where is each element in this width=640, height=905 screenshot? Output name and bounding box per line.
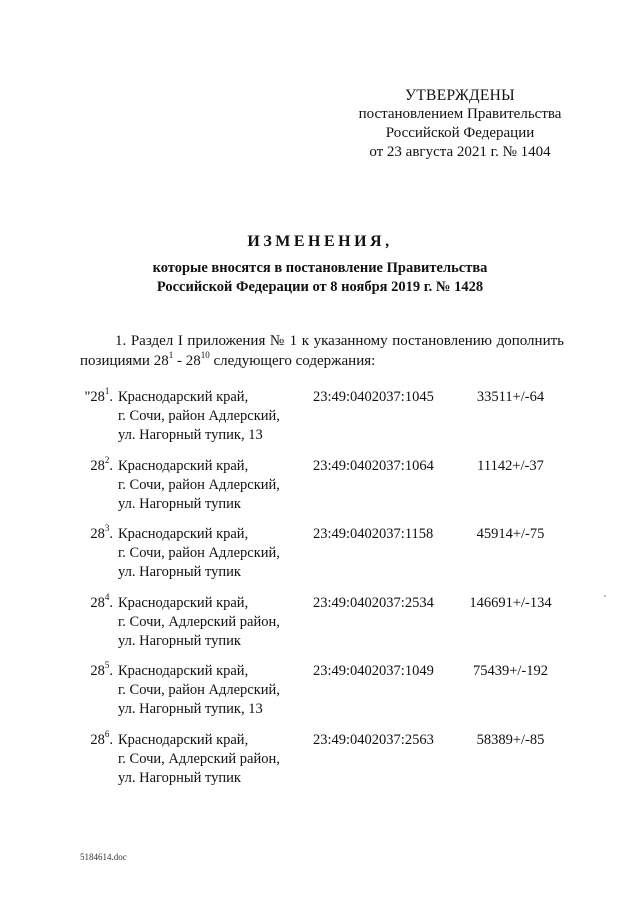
entry-cadastral-number: 23:49:0402037:1064 bbox=[313, 458, 434, 474]
entry-address-line: г. Сочи, район Адлерский, bbox=[118, 477, 280, 493]
entry-area: 58389+/-85 bbox=[476, 732, 545, 748]
approval-line-3: от 23 августа 2021 г. № 1404 bbox=[369, 144, 551, 160]
entry-address-line: Краснодарский край, bbox=[118, 595, 249, 611]
entry-address-line: Краснодарский край, bbox=[118, 663, 249, 679]
scan-speck bbox=[604, 595, 606, 597]
approval-title: УТВЕРЖДЕНЫ bbox=[405, 87, 515, 104]
entry-number-sup: 3 bbox=[104, 523, 110, 534]
entry-address bbox=[118, 662, 308, 719]
entry-number-sup: 6 bbox=[104, 729, 110, 740]
entry-number-sup: 2 bbox=[104, 455, 110, 466]
entry-area: 45914+/-75 bbox=[476, 526, 545, 542]
entry-address-line: ул. Нагорный тупик bbox=[118, 564, 241, 580]
entry-address bbox=[118, 525, 308, 582]
list-item bbox=[0, 731, 640, 791]
entry-address-line: Краснодарский край, bbox=[118, 732, 249, 748]
list-item bbox=[0, 662, 640, 722]
entry-address-line: ул. Нагорный тупик bbox=[118, 496, 241, 512]
entry-address-line: г. Сочи, Адлерский район, bbox=[118, 614, 280, 630]
entry-number-prefix: "28 bbox=[84, 389, 105, 405]
entry-number-prefix: 28 bbox=[90, 458, 105, 474]
document-subtitle-line-2: Российской Федерации от 8 ноября 2019 г. № 1428 bbox=[156, 279, 484, 295]
entry-number-prefix: 28 bbox=[90, 526, 105, 542]
approval-line-1: постановлением Правительства bbox=[358, 106, 562, 122]
intro-line-2 bbox=[80, 351, 564, 371]
entry-number-prefix: 28 bbox=[90, 663, 105, 679]
entry-address-line: Краснодарский край, bbox=[118, 389, 249, 405]
intro-sup-1: 1 bbox=[168, 350, 174, 360]
entry-address-line: ул. Нагорный тупик, 13 bbox=[118, 701, 263, 717]
entry-address-line: ул. Нагорный тупик, 13 bbox=[118, 427, 263, 443]
intro-line-2-mid: - 28 bbox=[173, 353, 201, 369]
entry-number bbox=[90, 662, 113, 681]
entry-area: 75439+/-192 bbox=[472, 663, 549, 679]
entry-number-prefix: 28 bbox=[90, 732, 105, 748]
entry-cadastral-number: 23:49:0402037:1158 bbox=[313, 526, 434, 542]
entry-number-suffix: . bbox=[109, 389, 113, 405]
entry-number bbox=[84, 388, 113, 407]
entry-address bbox=[118, 388, 308, 445]
entry-number-suffix: . bbox=[109, 526, 113, 542]
entry-area: 146691+/-134 bbox=[469, 595, 552, 611]
entry-address-line: Краснодарский край, bbox=[118, 458, 249, 474]
entry-number bbox=[90, 594, 113, 613]
list-item bbox=[0, 457, 640, 517]
intro-line-2-suffix: следующего содержания: bbox=[209, 353, 376, 369]
entry-cadastral-number: 23:49:0402037:2563 bbox=[313, 732, 434, 748]
entry-number bbox=[90, 731, 113, 750]
entry-cadastral-number: 23:49:0402037:1045 bbox=[313, 389, 434, 405]
document-title: ИЗМЕНЕНИЯ, bbox=[247, 233, 393, 250]
entry-number-suffix: . bbox=[109, 458, 113, 474]
entry-number-suffix: . bbox=[109, 595, 113, 611]
entry-number-suffix: . bbox=[109, 663, 113, 679]
entry-address bbox=[118, 731, 308, 788]
intro-sup-2: 10 bbox=[200, 350, 210, 360]
entry-address-line: г. Сочи, район Адлерский, bbox=[118, 682, 280, 698]
entry-area: 33511+/-64 bbox=[476, 389, 545, 405]
entry-number-sup: 1 bbox=[104, 386, 110, 397]
list-item bbox=[0, 388, 640, 448]
approval-stamp bbox=[340, 86, 580, 162]
list-item bbox=[0, 525, 640, 585]
entry-address-line: г. Сочи, район Адлерский, bbox=[118, 545, 280, 561]
list-item bbox=[0, 594, 640, 654]
entry-number-sup: 4 bbox=[104, 592, 110, 603]
entry-address-line: ул. Нагорный тупик bbox=[118, 770, 241, 786]
entry-address bbox=[118, 594, 308, 651]
intro-line-2-prefix: позициями 28 bbox=[80, 353, 169, 369]
entry-address-line: Краснодарский край, bbox=[118, 526, 249, 542]
approval-line-2: Российской Федерации bbox=[385, 125, 535, 141]
entry-number bbox=[90, 525, 113, 544]
footer-document-id: 5184614.doc bbox=[80, 852, 127, 862]
entry-address-line: г. Сочи, Адлерский район, bbox=[118, 751, 280, 767]
document-subtitle bbox=[0, 259, 640, 297]
entry-address-line: г. Сочи, район Адлерский, bbox=[118, 408, 280, 424]
entry-address-line: ул. Нагорный тупик bbox=[118, 633, 241, 649]
entry-cadastral-number: 23:49:0402037:2534 bbox=[313, 595, 434, 611]
document-subtitle-line-1: которые вносятся в постановление Правительства bbox=[152, 260, 488, 276]
entry-address bbox=[118, 457, 308, 514]
entry-area: 11142+/-37 bbox=[477, 458, 544, 474]
entry-number-sup: 5 bbox=[104, 660, 110, 671]
entry-cadastral-number: 23:49:0402037:1049 bbox=[313, 663, 434, 679]
intro-paragraph bbox=[80, 331, 564, 371]
entry-number-prefix: 28 bbox=[90, 595, 105, 611]
entry-number bbox=[90, 457, 113, 476]
intro-line-1: 1. Раздел I приложения № 1 к указанному постановлению дополнить bbox=[115, 333, 564, 349]
entry-number-suffix: . bbox=[109, 732, 113, 748]
